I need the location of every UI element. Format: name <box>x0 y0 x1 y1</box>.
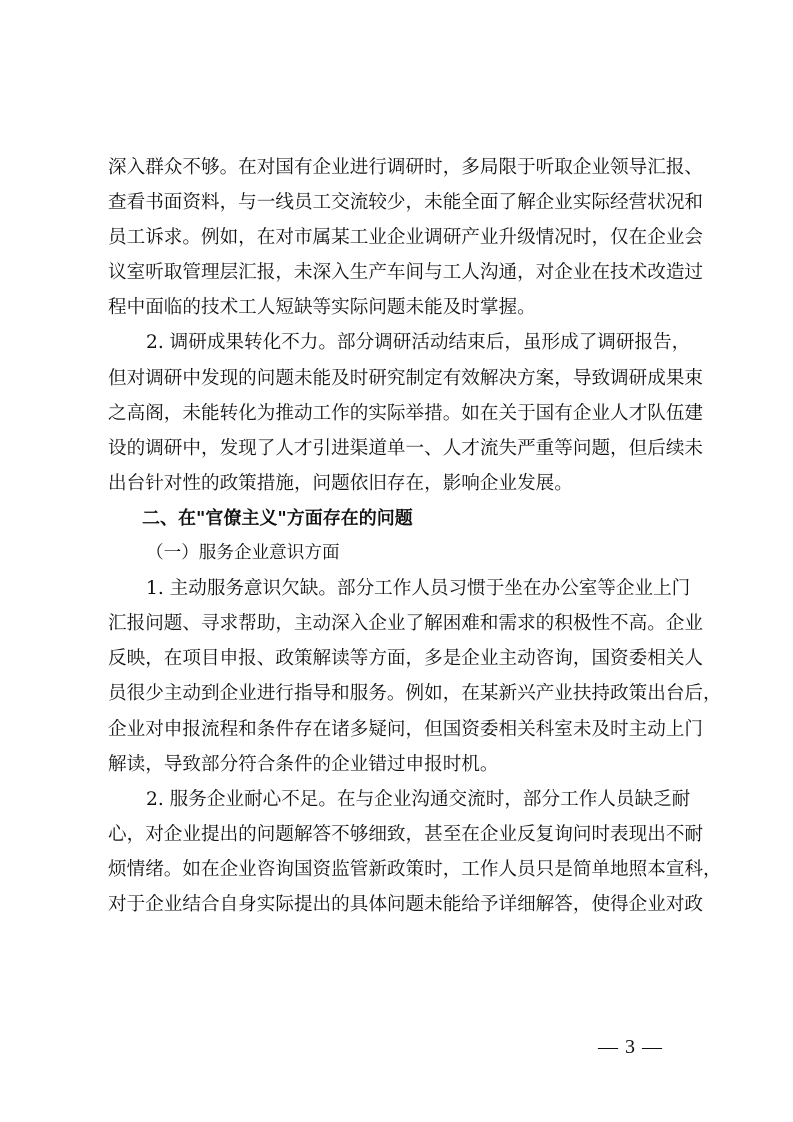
paragraph-line: 2. 服务企业耐心不足。在与企业沟通交流时，部分工作人员缺乏耐 <box>146 788 691 810</box>
paragraph-line: 议室听取管理层汇报，未深入生产车间与工人沟通，对企业在技术改造过 <box>108 262 704 284</box>
paragraph-line: 心，对企业提出的问题解答不够细致，甚至在企业反复询问时表现出不耐 <box>108 823 704 845</box>
paragraph-line: 员很少主动到企业进行指导和服务。例如，在某新兴产业扶持政策出台后， <box>108 683 722 705</box>
paragraph-line: 1. 主动服务意识欠缺。部分工作人员习惯于坐在办公室等企业上门 <box>146 578 691 600</box>
paragraph-line: 员工诉求。例如，在对市属某工业企业调研产业升级情况时，仅在企业会 <box>108 227 704 249</box>
paragraph-line: 反映，在项目申报、政策解读等方面，多是企业主动咨询，国资委相关人 <box>108 648 704 670</box>
body-text <box>108 150 722 922</box>
paragraph-line: 查看书面资料，与一线员工交流较少，未能全面了解企业实际经营状况和 <box>108 192 704 214</box>
paragraph-line: 2. 调研成果转化不力。部分调研活动结束后，虽形成了调研报告， <box>146 332 691 354</box>
paragraph-line: 对于企业结合自身实际提出的具体问题未能给予详细解答，使得企业对政 <box>108 893 704 915</box>
paragraph-line: 之高阁，未能转化为推动工作的实际举措。如在关于国有企业人才队伍建 <box>108 402 704 424</box>
paragraph-line: 但对调研中发现的问题未能及时研究制定有效解决方案，导致调研成果束 <box>108 367 704 389</box>
paragraph-line: 汇报问题、寻求帮助，主动深入企业了解困难和需求的积极性不高。企业 <box>108 613 704 635</box>
paragraph-line: 企业对申报流程和条件存在诸多疑问，但国资委相关科室未及时主动上门 <box>108 718 704 740</box>
paragraph-line: 设的调研中，发现了人才引进渠道单一、人才流失严重等问题，但后续未 <box>108 437 704 459</box>
paragraph-line: 程中面临的技术工人短缺等实际问题未能及时掌握。 <box>108 297 536 319</box>
subsection-heading: （一）服务企业意识方面 <box>146 543 340 564</box>
paragraph-line: 烦情绪。如在企业咨询国资监管新政策时，工作人员只是简单地照本宣科， <box>108 858 722 880</box>
paragraph-line: 解读，导致部分符合条件的企业错过申报时机。 <box>108 753 499 775</box>
paragraph-line: 深入群众不够。在对国有企业进行调研时，多局限于听取企业领导汇报、 <box>108 157 704 178</box>
section-heading: 二、在"官僚主义"方面存在的问题 <box>142 507 413 529</box>
page-number: — 3 — <box>598 1036 663 1058</box>
paragraph-line: 出台针对性的政策措施，问题依旧存在，影响企业发展。 <box>108 472 573 494</box>
